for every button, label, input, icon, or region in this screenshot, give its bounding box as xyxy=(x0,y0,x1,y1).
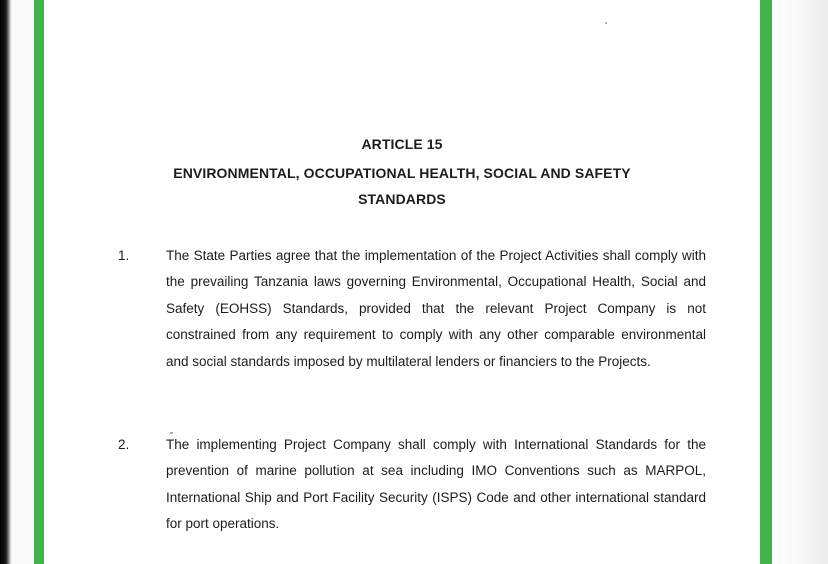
green-border-left xyxy=(34,0,44,564)
clause-number: 1. xyxy=(118,248,130,263)
clause-number: 2. xyxy=(118,437,130,452)
clause-text: The State Parties agree that the implementation of the Project Activities shall comply with the prevailing Tanzania laws governing Environmental, Occupational Health, Social and Safety (EOHSS) Standards, provided that the relevant Project Company is not constrained from any requirement to comply with any other comparable environmental and social standards imposed by multilateral lenders or financiers to the Projects. xyxy=(166,248,706,369)
page-left-margin xyxy=(12,0,34,564)
scan-left-edge xyxy=(0,0,12,564)
document-page xyxy=(44,0,760,564)
clause-text: The implementing Project Company shall comply with International Standards for the prevention of marine pollution at sea including IMO Conventions such as MARPOL, International Ship and Port Facility Security (ISPS) Code and other international standard for port operations. xyxy=(166,437,706,532)
page-right-margin xyxy=(772,0,828,564)
article-heading: ARTICLE 15 xyxy=(361,136,443,152)
article-title-line-2: STANDARDS xyxy=(358,191,446,207)
scan-speck xyxy=(605,22,607,24)
green-border-right xyxy=(760,0,772,564)
article-title-line-1: ENVIRONMENTAL, OCCUPATIONAL HEALTH, SOCIAL AND SAFETY xyxy=(173,165,631,181)
